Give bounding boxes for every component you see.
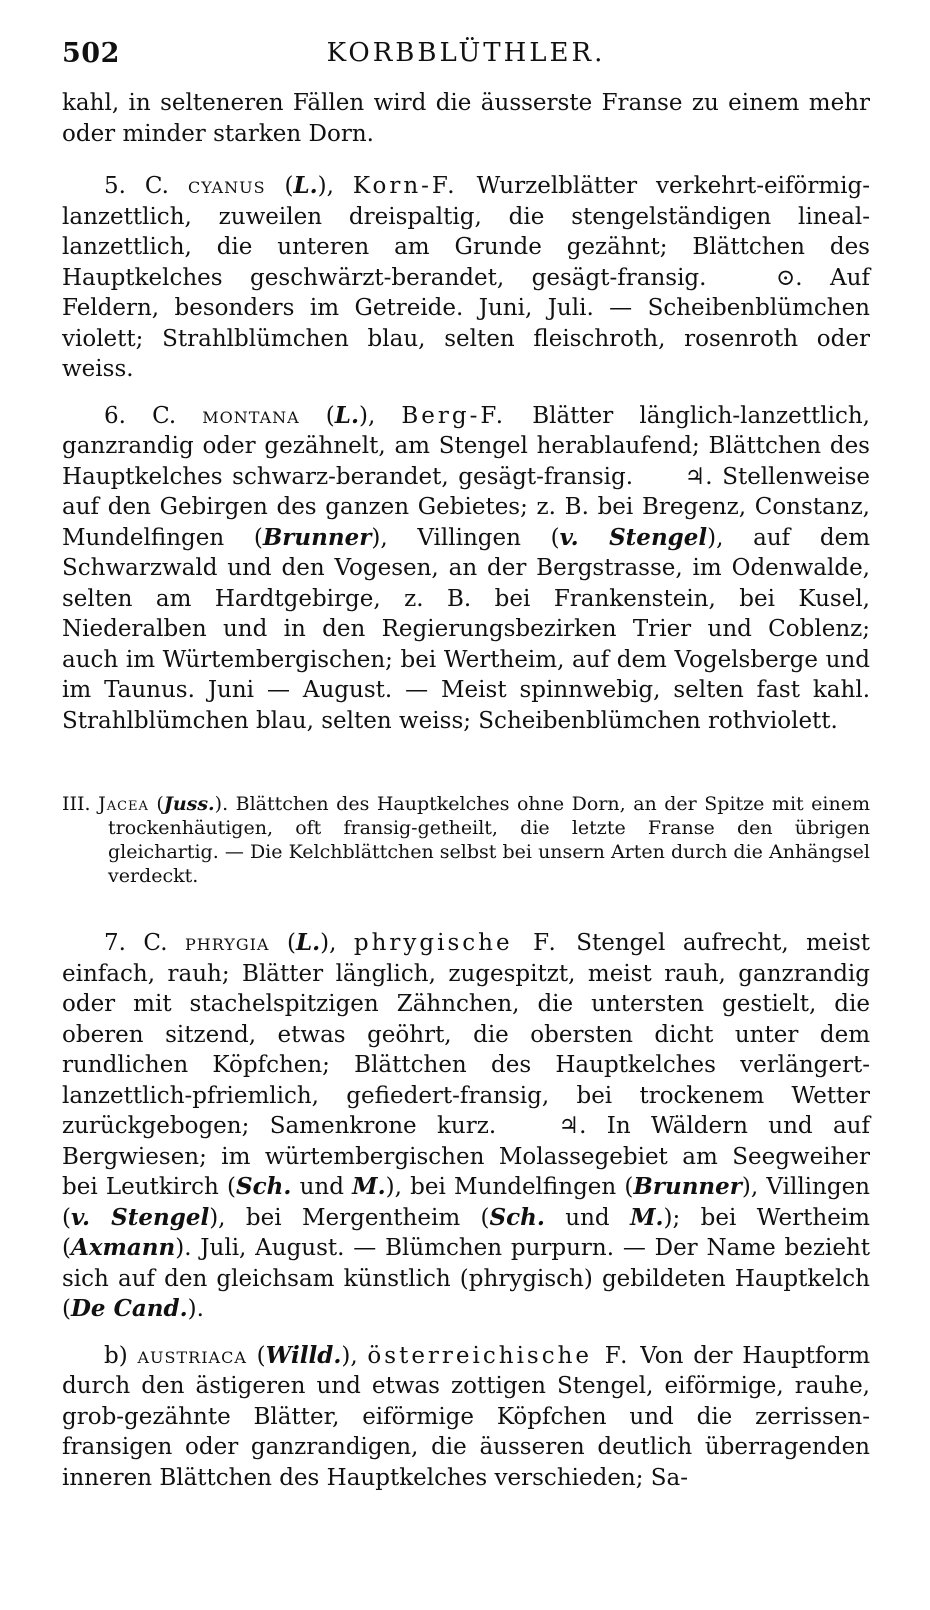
reference: M. xyxy=(630,1203,664,1231)
reference: M. xyxy=(352,1173,386,1200)
section-name: Jacea xyxy=(98,793,149,815)
description-cont: ). Juli, August. — Blümchen purpurn. — Der Name bezieht sich auf den gleichsam künstlich (phrygisch) gebildeten Hauptkelch ( xyxy=(62,1235,870,1322)
entry-austriaca: b) austriaca (Willd.), österreichische F. Von der Hauptform durch den ästigeren und etwas zottigen Stengel, eiförmige, rauhe, grob-gezähnte Blätter, eiförmige Köpfchen und die zerrissen-fransigen oder ganzrandigen, die äusseren deutlich überragenden inneren Blättchen des Hauptkelches verschieden; Sa- xyxy=(62,1341,871,1491)
conjunction: und xyxy=(291,1174,353,1200)
description: Stengel aufrecht, meist einfach, rauh; Blätter länglich, zugespitzt, meist rauh, ganzrandig oder mit stachelspitzigen Zähnchen, die untersten gestielt, die oberen sitzend, etwas geöhrt, die obersten dicht unter dem rundlichen Köpfchen; Blättchen des Hauptkelches verlängert-lanzettlich-pfriemlich, gefiedert-fransig, bei trockenem Wetter zurückgebogen; Samenkrone kurz. xyxy=(62,930,870,1139)
perennial-symbol-icon: ♃ xyxy=(684,463,706,490)
continuation-paragraph: kahl, in selteneren Fällen wird die äusserste Franse zu einem mehr oder minder starken Dorn. xyxy=(62,90,870,147)
description: Von der Hauptform durch den ästigeren und etwas zottigen Stengel, eiförmige, rauhe, grob-gezähnte Blätter, eiförmige Köpfchen und die zerrissen-fransigen oder ganzrandigen, die äusseren deutlich überragenden inneren Blättchen des Hauptkelches verschieden; Sa- xyxy=(62,1342,871,1491)
running-head xyxy=(62,38,870,88)
entry-montana: 6. C. montana (L.), Berg-F. Blätter länglich-lanzettlich, ganzrandig oder gezähnelt, am Stengel herablaufend; Blättchen des Hauptkelches schwarz-berandet, gesägt-fransig. ♃. Stellenweise auf den Gebirgen des ganzen Gebietes; z. B. bei Bregenz, Constanz, Mundelfingen (Brunner), Villingen (v. Stengel), auf dem Schwarzwald und den Vogesen, an der Bergstrasse, im Odenwalde, selten am Hardtgebirge, z. B. bei Frankenstein, bei Kusel, Niederalben und in den Regierungsbezirken Trier und Coblenz; auch im Würtembergischen; bei Wertheim, auf dem Vogelsberge und im Taunus. Juni — August. — Meist spinnwebig, selten fast kahl. Strahlblümchen blau, selten weiss; Scheibenblümchen rothviolett. xyxy=(62,401,871,734)
common-name: österreichische F. xyxy=(367,1342,631,1369)
authority: Juss. xyxy=(163,793,215,815)
entry-number: 6. C. xyxy=(104,402,177,429)
reference: Brunner xyxy=(262,523,372,551)
description-cont: . In Wäldern und auf Bergwiesen; im würtembergischen Molassegebiet am Seegweiher bei Leutkirch ( xyxy=(62,1113,871,1200)
authority: L. xyxy=(293,172,318,199)
reference: v. Stengel xyxy=(70,1203,210,1231)
entry-phrygia: 7. C. phrygia (L.), phrygische F. Stengel aufrecht, meist einfach, rauh; Blätter länglich, zugespitzt, meist rauh, ganzrandig oder mit stachelspitzigen Zähnchen, die untersten gestielt, die oberen sitzend, etwas geöhrt, die obersten dicht unter dem rundlichen Köpfchen; Blättchen des Hauptkelches verlängert-lanzettlich-pfriemlich, gefiedert-fransig, bei trockenem Wetter zurückgebogen; Samenkrone kurz. ♃. In Wäldern und auf Bergwiesen; im würtembergischen Molassegebiet am Seegweiher bei Leutkirch (Sch. und M.), bei Mundelfingen (Brunner), Villingen (v. Stengel), bei Mergentheim (Sch. und M.); bei Wertheim (Axmann). Juli, August. — Blümchen purpurn. — Der Name bezieht sich auf den gleichsam künstlich (phrygisch) gebildeten Hauptkelch (De Cand.). xyxy=(62,929,871,1322)
species-name: phrygia xyxy=(184,930,270,956)
entry-number: 5. C. xyxy=(104,173,169,199)
perennial-symbol-icon: ♃ xyxy=(558,1113,580,1139)
annual-symbol-icon: ⊙ xyxy=(775,264,796,291)
authority: L. xyxy=(295,929,321,956)
species-name: montana xyxy=(202,402,300,429)
reference: v. Stengel xyxy=(559,523,708,551)
reference: De Cand. xyxy=(70,1295,188,1322)
description-cont: ). xyxy=(187,1296,204,1322)
description: Wurzelblätter verkehrt-eiförmig-lanzettlich, zuweilen dreispaltig, die stengelständigen lineal-lanzettlich, die unteren am Grunde gezähnt; Blättchen des Hauptkelches geschwärzt-berandet, gesägt-fransig. xyxy=(62,173,870,291)
common-name: phrygische F. xyxy=(353,930,559,956)
description-cont: ); bei Wertheim ( xyxy=(62,1204,870,1261)
common-name: Korn-F. xyxy=(352,173,458,199)
reference: Axmann xyxy=(70,1234,176,1261)
running-title: KORBBLÜTHLER. xyxy=(326,38,606,68)
page-number: 502 xyxy=(62,38,120,69)
reference: Sch. xyxy=(489,1203,545,1231)
authority: L. xyxy=(334,401,359,429)
authority: Willd. xyxy=(265,1341,342,1369)
entry-number: 7. C. xyxy=(104,930,168,956)
body-text xyxy=(62,88,870,1493)
species-name: cyanus xyxy=(187,173,266,199)
variety-label: b) xyxy=(104,1342,128,1369)
description-cont: . Auf Feldern, besonders im Getreide. Juni, Juli. — Scheibenblümchen violett; Strahlblümchen blau, selten fleischroth, rosenroth oder weiss. xyxy=(62,264,870,382)
description-cont: ), auf dem Schwarzwald und den Vogesen, an der Bergstrasse, im Odenwalde, selten am Hardtgebirge, z. B. bei Frankenstein, bei Kusel, Niederalben und in den Regierungsbezirken Trier und Coblenz; auch im Würtembergischen; bei Wertheim, auf dem Vogelsberge und im Taunus. Juni — August. — Meist spinnwebig, selten fast kahl. Strahlblümchen blau, selten weiss; Scheibenblümchen rothviolett. xyxy=(62,524,871,734)
section-description: . Blättchen des Hauptkelches ohne Dorn, an der Spitze mit einem trockenhäutigen, oft fransig-getheilt, die letzte Franse den übrigen gleichartig. — Die Kelchblättchen selbst bei unsern Arten durch die Anhängsel verdeckt. xyxy=(108,793,870,887)
description-cont: ), bei Mundelfingen ( xyxy=(385,1174,634,1200)
description-cont: ), Villingen ( xyxy=(62,1174,870,1231)
reference: Brunner xyxy=(633,1173,742,1200)
common-name: Berg-F. xyxy=(401,402,507,429)
variety-name: austriaca xyxy=(137,1342,247,1369)
description-cont: ), bei Mergentheim ( xyxy=(209,1204,490,1231)
description-cont: . Stellenweise auf den Gebirgen des ganzen Gebietes; z. B. bei Bregenz, Constanz, Mundelfingen ( xyxy=(62,463,871,551)
conjunction: und xyxy=(544,1204,631,1231)
entry-cyanus: 5. C. cyanus (L.), Korn-F. Wurzelblätter verkehrt-eiförmig-lanzettlich, zuweilen dreispaltig, die stengelständigen lineal-lanzettlich, die unteren am Grunde gezähnt; Blättchen des Hauptkelches geschwärzt-berandet, gesägt-fransig. ⊙. Auf Feldern, besonders im Getreide. Juni, Juli. — Scheibenblümchen violett; Strahlblümchen blau, selten fleischroth, rosenroth oder weiss. xyxy=(62,172,870,382)
section-iii: III. Jacea (Juss.). Blättchen des Hauptkelches ohne Dorn, an der Spitze mit einem trockenhäutigen, oft fransig-getheilt, die letzte Franse den übrigen gleichartig. — Die Kelchblättchen selbst bei unsern Arten durch die Anhängsel verdeckt. xyxy=(62,793,870,887)
description-cont: ), Villingen ( xyxy=(371,524,560,551)
reference: Sch. xyxy=(236,1173,292,1200)
description: Blätter länglich-lanzettlich, ganzrandig oder gezähnelt, am Stengel herablaufend; Blättchen des Hauptkelches schwarz-berandet, gesägt-fransig. xyxy=(62,402,870,490)
section-numeral: III. xyxy=(62,793,91,815)
